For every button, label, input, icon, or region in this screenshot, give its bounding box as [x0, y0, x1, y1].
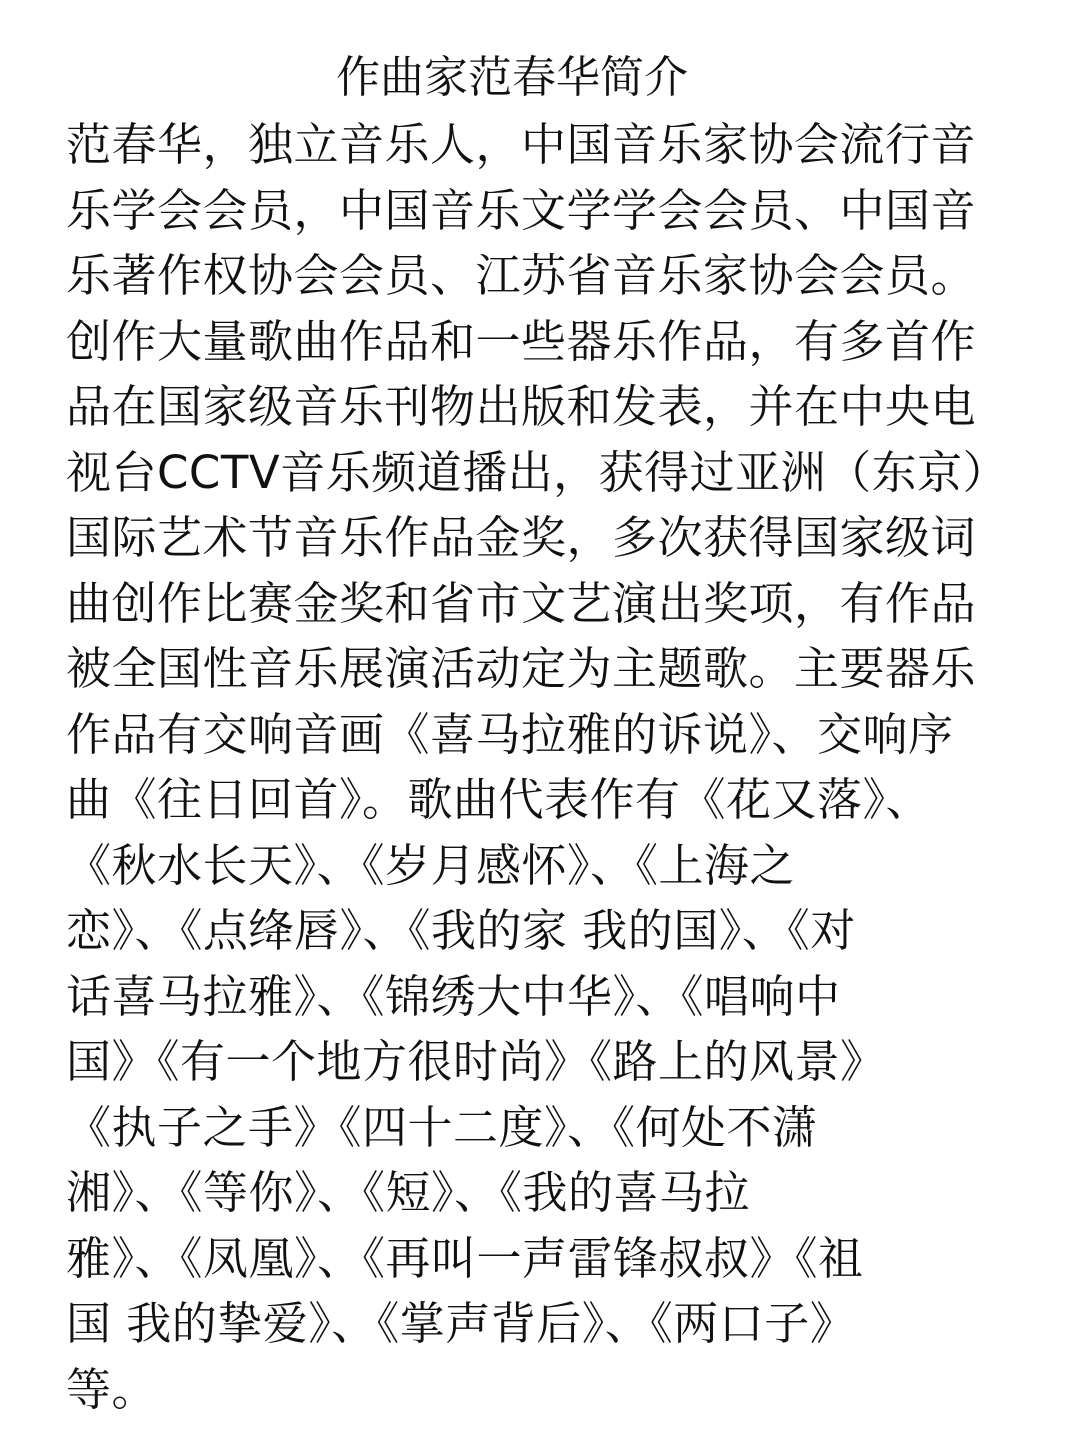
body-line: 被全国性音乐展演活动定为主题歌。主要器乐 — [66, 642, 977, 695]
body-line: 等。 — [66, 1362, 158, 1416]
body-line: 视台CCTV音乐频道播出，获得过亚洲（东京） — [66, 445, 1009, 499]
body-line: 乐学会会员，中国音乐文学学会会员、中国音 — [66, 183, 977, 237]
document-title: 作曲家范春华简介 — [336, 52, 688, 103]
body-line: 国际艺术节音乐作品金奖，多次获得国家级词 — [66, 511, 977, 564]
body-line: 《秋水长天》、《岁月感怀》、《上海之 — [66, 838, 796, 892]
body-line: 乐著作权协会会员、江苏省音乐家协会会员。 — [66, 249, 977, 302]
body-line: 雅》、《凤凰》、《再叫一声雷锋叔叔》《祖 — [66, 1231, 864, 1285]
body-line: 范春华，独立音乐人，中国音乐家协会流行音 — [66, 118, 977, 171]
body-line: 国》《有一个地方很时尚》《路上的风景》 — [66, 1035, 886, 1088]
body-line: 品在国家级音乐刊物出版和发表，并在中央电 — [66, 380, 977, 433]
body-line: 《执子之手》《四十二度》、《何处不潇 — [66, 1100, 818, 1154]
body-line: 恋》、《点绛唇》、《我的家 我的国》、《对 — [66, 904, 856, 957]
document-body — [66, 112, 1026, 1422]
body-line: 创作大量歌曲作品和一些器乐作品，有多首作 — [66, 314, 977, 368]
body-line: 湘》、《等你》、《短》、《我的喜马拉 — [66, 1166, 751, 1219]
body-line: 曲《往日回首》。歌曲代表作有《花又落》、 — [66, 773, 932, 826]
body-line: 话喜马拉雅》、《锦绣大中华》、《唱响中 — [66, 969, 841, 1023]
body-line: 曲创作比赛金奖和省市文艺演出奖项，有作品 — [66, 576, 977, 630]
body-line: 作品有交响音画《喜马拉雅的诉说》、交响序 — [66, 707, 954, 761]
body-line: 国 我的挚爱》、《掌声背后》、《两口子》 — [66, 1297, 856, 1350]
